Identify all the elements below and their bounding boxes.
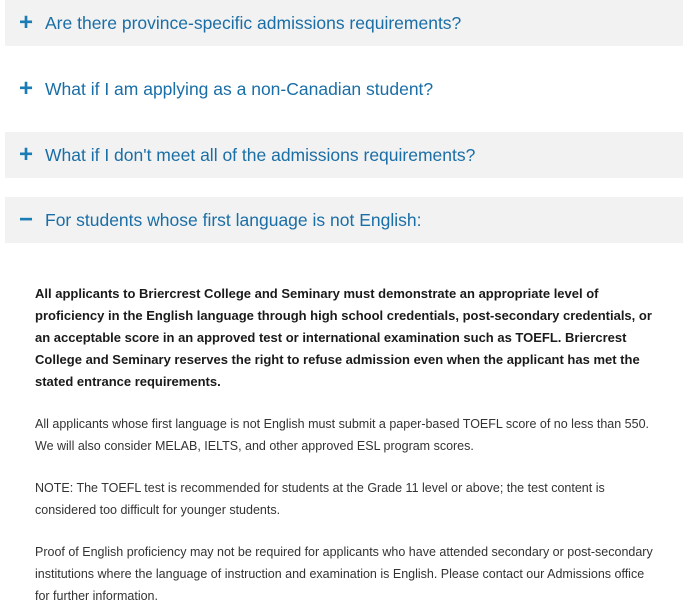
faq-question[interactable]: Are there province-specific admissions requirements? xyxy=(45,12,462,33)
answer-paragraph-proof: Proof of English proficiency may not be required for applicants who have attended secondary or post-secondary institutions where the language of instruction and examination is English. Please contact our Admissions office for further information. xyxy=(35,545,653,603)
expand-plus-icon[interactable]: + xyxy=(18,141,33,168)
collapse-minus-icon[interactable]: − xyxy=(18,206,33,233)
expand-plus-icon[interactable]: + xyxy=(18,75,33,102)
answer-paragraph-toefl: All applicants whose first language is not English must submit a paper-based TOEFL score of no less than 550. We will also consider MELAB, IELTS, and other approved ESL program scores. xyxy=(35,417,649,453)
faq-question[interactable]: What if I don't meet all of the admissions requirements? xyxy=(45,144,476,165)
faq-item-requirements-not-met[interactable] xyxy=(5,132,683,178)
faq-item-english-language[interactable] xyxy=(5,197,683,243)
answer-intro-bold: All applicants to Briercrest College and Seminary must demonstrate an appropriate level of proficiency in the English language through high school credentials, post-secondary credentials, or an acceptable score in an approved test or international examination such as TOEFL. Briercrest College and Seminary reserves the right to refuse admission even when the applicant has met the stated entrance requirements. xyxy=(35,286,652,389)
faq-item-non-canadian[interactable] xyxy=(5,66,683,112)
faq-question[interactable]: For students whose first language is not English: xyxy=(45,209,422,230)
answer-paragraph-note: NOTE: The TOEFL test is recommended for students at the Grade 11 level or above; the test content is considered too difficult for younger students. xyxy=(35,481,605,517)
expand-plus-icon[interactable]: + xyxy=(18,9,33,36)
faq-question[interactable]: What if I am applying as a non-Canadian student? xyxy=(45,78,434,99)
faq-item-province-requirements[interactable] xyxy=(5,0,683,46)
faq-answer-panel xyxy=(5,243,683,613)
